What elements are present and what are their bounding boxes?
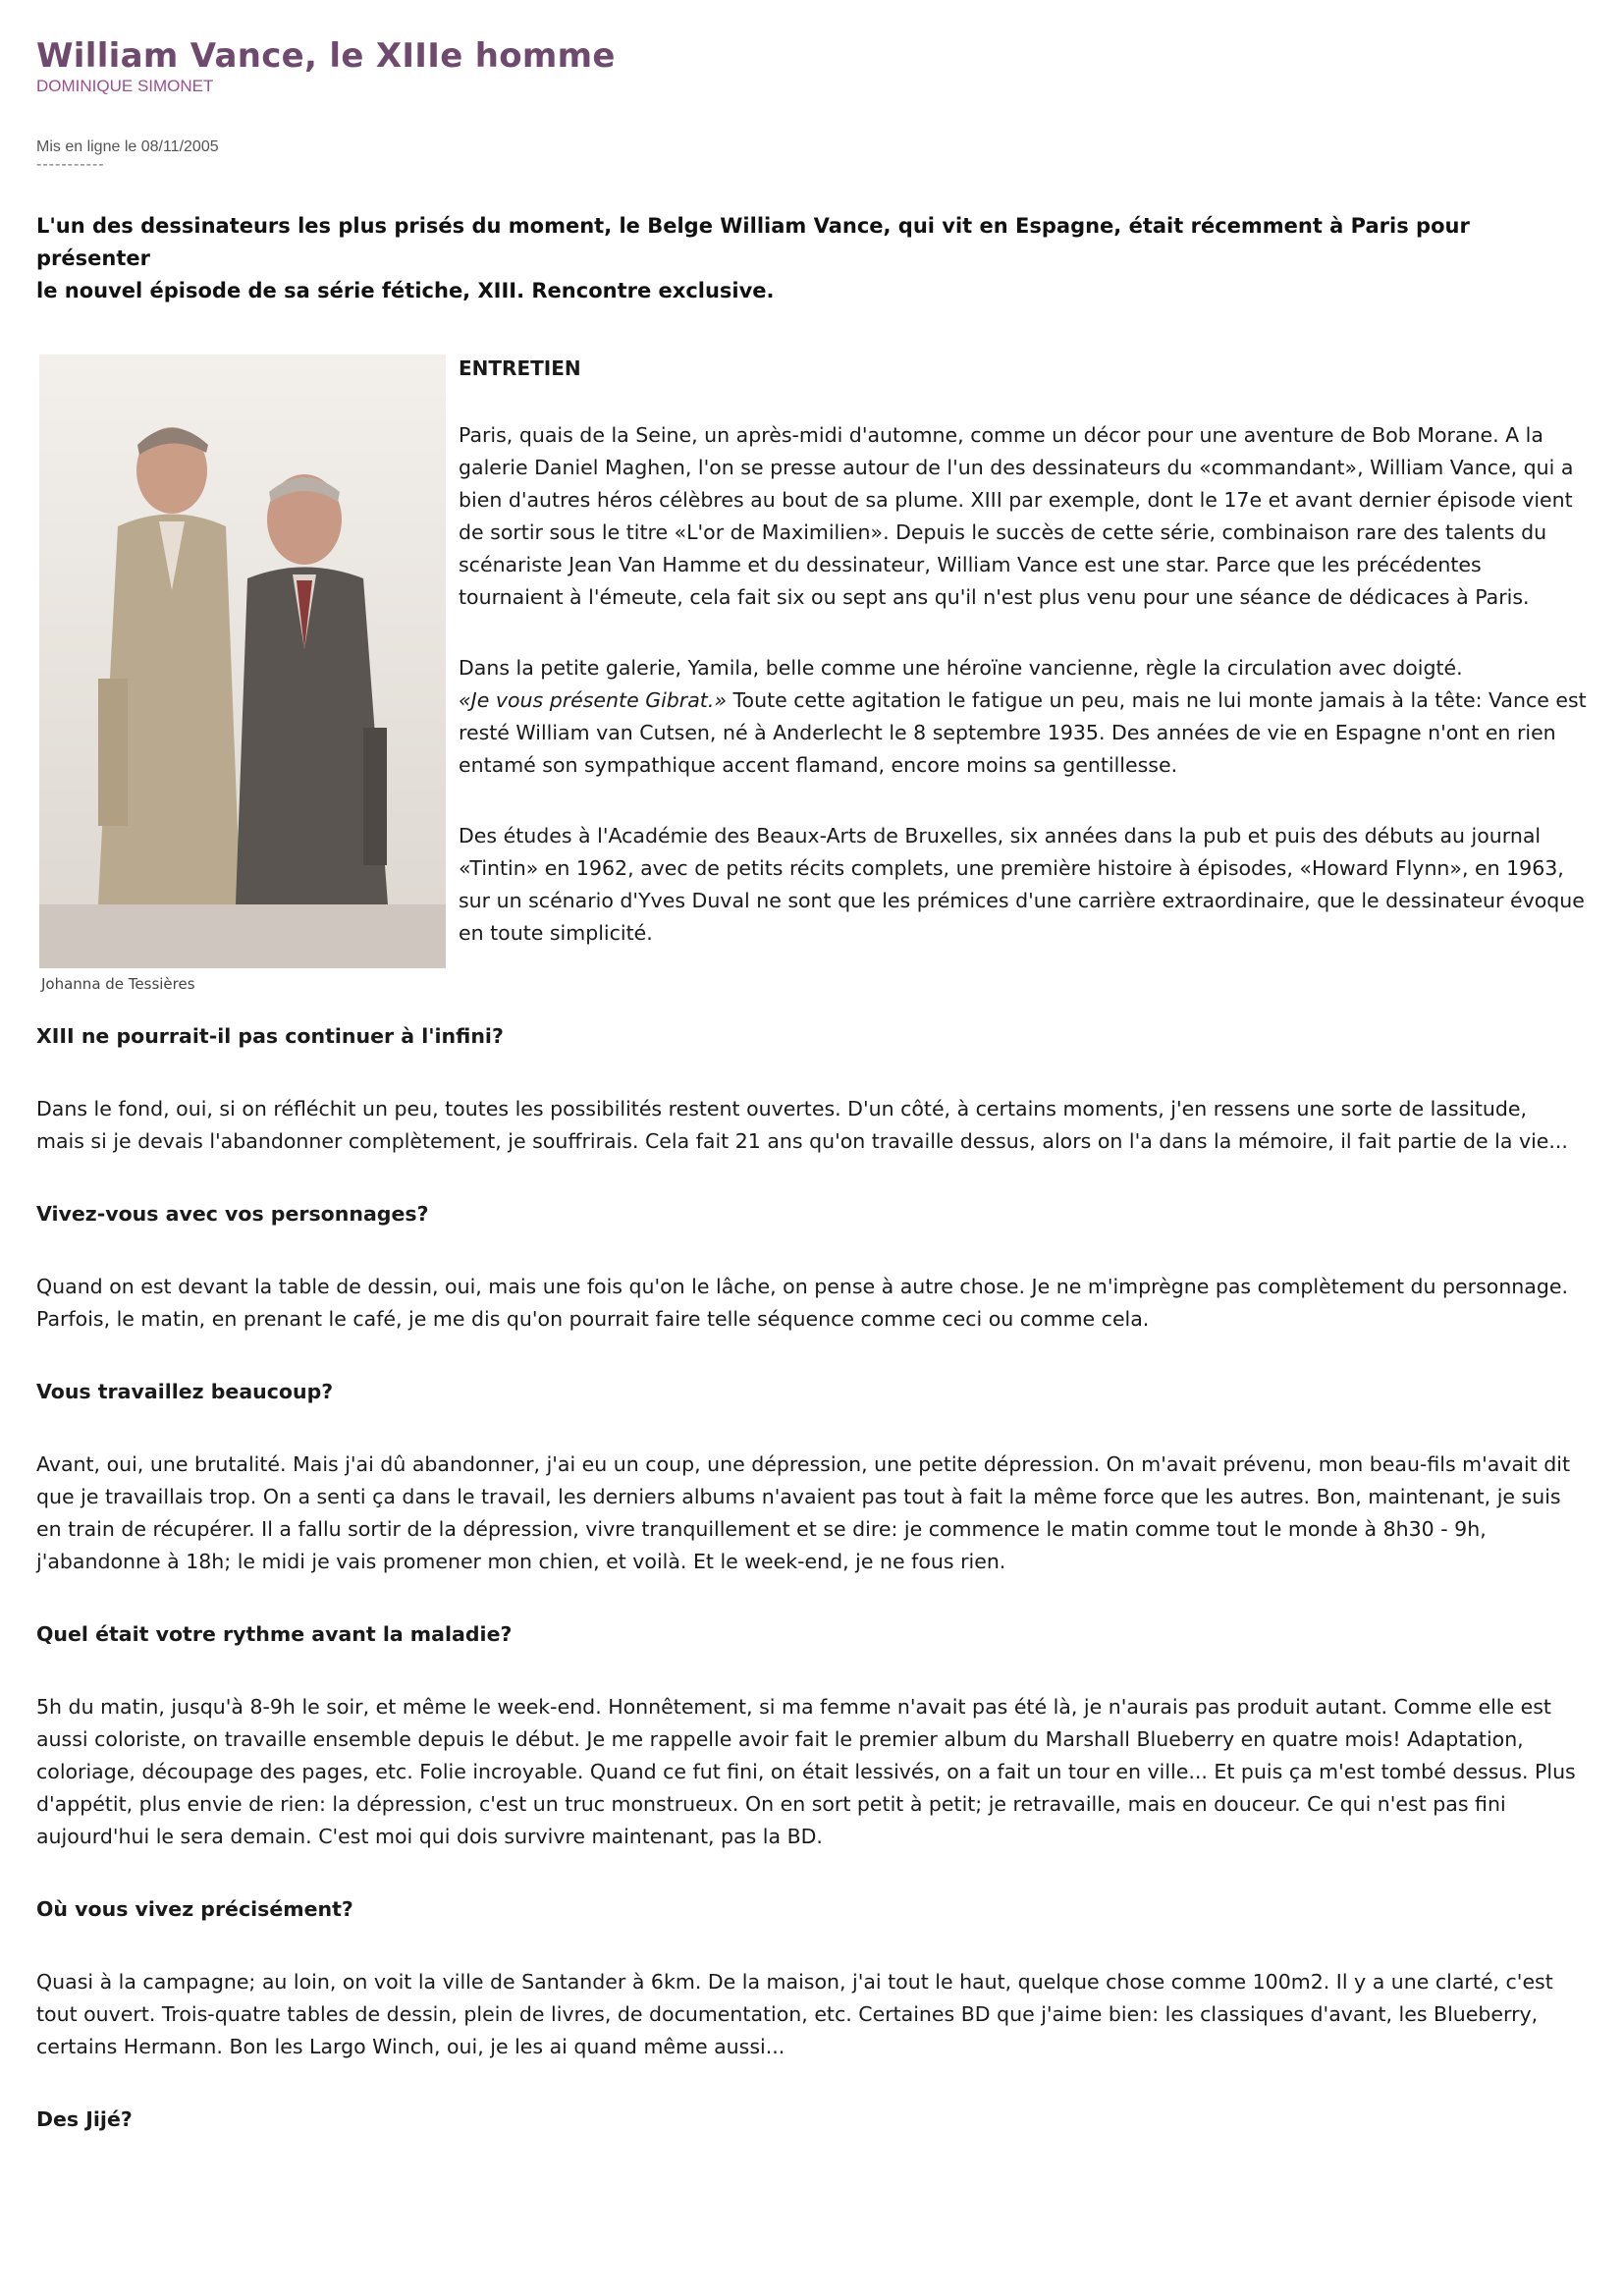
intro-text-part: Dans la petite galerie, Yamila, belle comme une héroïne vancienne, règle la circulation avec doigté. xyxy=(459,656,1463,680)
article-lead xyxy=(36,210,1568,307)
lead-line: le nouvel épisode de sa série fétiche, XIII. Rencontre exclusive. xyxy=(36,279,775,302)
portrait-illustration xyxy=(39,355,446,968)
intro-text xyxy=(459,355,1588,988)
photo-caption: Johanna de Tessières xyxy=(41,975,195,993)
article-title: William Vance, le XIIIe homme xyxy=(36,36,616,76)
question: Des Jijé? xyxy=(36,2107,133,2131)
answer: Dans le fond, oui, si on réfléchit un peu, toutes les possibilités restent ouvertes. D'un côté, à certains moments, j'en ressens une sorte de lassitude, mais si je devais l'abandonner complètement, je souffrirais. Cela fait 21 ans qu'on travaille dessus, alors on l'a dans la mémoire, il fait partie de la vie... xyxy=(36,1097,1568,1153)
article xyxy=(36,35,1587,2176)
question: Vivez-vous avec vos personnages? xyxy=(36,1202,429,1226)
answer: Avant, oui, une brutalité. Mais j'ai dû abandonner, j'ai eu un coup, une dépression, une petite dépression. On m'avait prévenu, mon beau-fils m'avait dit que je travaillais trop. On a senti ça dans le travail, les derniers albums n'avaient pas tout à fait la même force que les autres. Bon, maintenant, je suis en train de récupérer. Il a fallu sortir de la dépression, vivre tranquillement et se dire: je commence le matin comme tout le monde à 8h30 - 9h, j'abandonne à 18h; le midi je vais promener mon chien, et voilà. Et le week-end, je ne fous rien. xyxy=(36,1452,1570,1573)
question: Où vous vivez précisément? xyxy=(36,1897,353,1921)
portrait-photo xyxy=(39,355,446,968)
lead-line: L'un des dessinateurs les plus prisés du moment, le Belge William Vance, qui vit en Espagne, était récemment à Paris pour présenter xyxy=(36,214,1470,270)
separator: ----------- xyxy=(36,156,105,173)
interview xyxy=(36,1020,1578,2136)
intro-paragraph: Des études à l'Académie des Beaux-Arts de Bruxelles, six années dans la pub et puis des débuts au journal «Tintin» en 1962, avec de petits récits complets, une première histoire à épisodes, «Howard Flynn», en 1963, sur un scénario d'Yves Duval ne sont que les prémices d'une carrière extraordinaire, que le dessinateur évoque en toute simplicité. xyxy=(459,824,1585,945)
intro-paragraph: Paris, quais de la Seine, un après-midi d'automne, comme un décor pour une aventure de Bob Morane. A la galerie Daniel Maghen, l'on se presse autour de l'un des dessinateurs du «commandant», William Vance, qui a bien d'autres héros célèbres au bout de sa plume. XIII par exemple, dont le 17e et avant dernier épisode vient de sortir sous le titre «L'or de Maximilien». Depuis le succès de cette série, combinaison rare des talents du scénariste Jean Van Hamme et du dessinateur, William Vance est une star. Parce que les précédentes tournaient à l'émeute, cela fait six ou sept ans qu'il n'est plus venu pour une séance de dédicaces à Paris. xyxy=(459,423,1574,609)
question: Quel était votre rythme avant la maladie? xyxy=(36,1622,513,1646)
quote: «Je vous présente Gibrat.» xyxy=(459,688,727,712)
section-label: ENTRETIEN xyxy=(459,356,581,380)
question: XIII ne pourrait-il pas continuer à l'infini? xyxy=(36,1024,504,1048)
question: Vous travaillez beaucoup? xyxy=(36,1380,334,1403)
intro-paragraph xyxy=(459,652,1588,782)
answer: 5h du matin, jusqu'à 8-9h le soir, et même le week-end. Honnêtement, si ma femme n'avait pas été là, je n'aurais pas produit autant. Comme elle est aussi coloriste, on travaille ensemble depuis le début. Je me rappelle avoir fait le premier album du Marshall Blueberry en quatre mois! Adaptation, coloriage, découpage des pages, etc. Folie incroyable. Quand ce fut fini, on était lessivés, on a fait un tour en ville... Et puis ça m'est tombé dessus. Plus d'appétit, plus envie de rien: la dépression, c'est un truc monstrueux. On en sort petit à petit; je retravaille, mais en douceur. Ce qui n'est pas fini aujourd'hui le sera demain. C'est moi qui dois survivre maintenant, pas la BD. xyxy=(36,1695,1576,1848)
article-author: DOMINIQUE SIMONET xyxy=(36,77,214,95)
answer: Quasi à la campagne; au loin, on voit la ville de Santander à 6km. De la maison, j'ai tout le haut, quelque chose comme 100m2. Il y a une clarté, c'est tout ouvert. Trois-quatre tables de dessin, plein de livres, de documentation, etc. Certaines BD que j'aime bien: les classiques d'avant, les Blueberry, certains Hermann. Bon les Largo Winch, oui, je les ai quand même aussi... xyxy=(36,1970,1553,2058)
intro-text-part: Toute cette agitation le fatigue un peu, mais ne lui monte jamais à la tête: Vance est resté William van Cutsen, né à Anderlecht le 8 septembre 1935. Des années de vie en Espagne n'ont en rien entamé son sympathique accent flamand, encore moins sa gentillesse. xyxy=(459,688,1587,777)
answer: Quand on est devant la table de dessin, oui, mais une fois qu'on le lâche, on pense à autre chose. Je ne m'imprègne pas complètement du personnage. Parfois, le matin, en prenant le café, je me dis qu'on pourrait faire telle séquence comme ceci ou comme cela. xyxy=(36,1275,1569,1331)
publication-date: Mis en ligne le 08/11/2005 xyxy=(36,138,219,155)
feature-section xyxy=(36,355,1587,1003)
